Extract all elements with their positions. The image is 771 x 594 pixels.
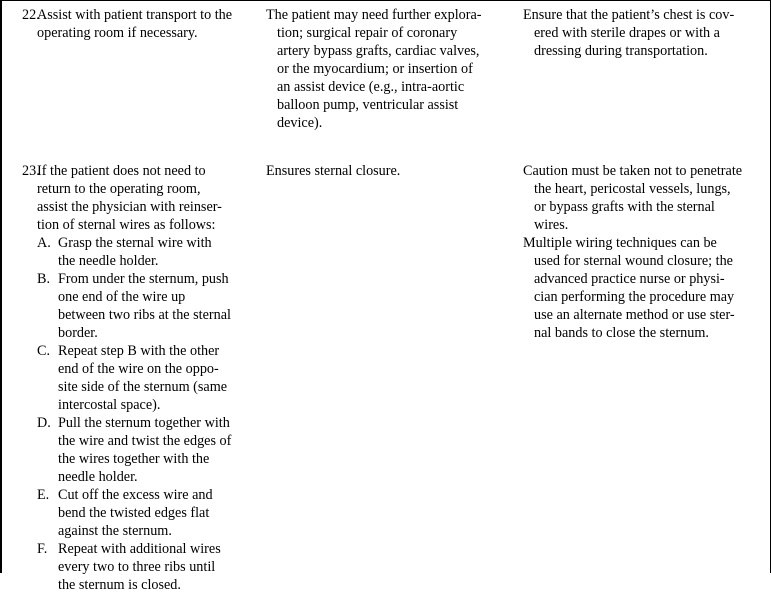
substep-line: between two ribs at the sternal xyxy=(58,307,231,323)
substep-line: the wire and twist the edges of xyxy=(58,433,232,449)
consideration-paragraph xyxy=(523,6,734,60)
substep-line: one end of the wire up xyxy=(58,289,186,305)
action-cell xyxy=(37,6,232,42)
substep-line: against the sternum. xyxy=(58,523,172,539)
substep xyxy=(37,342,231,414)
rationale-line: or the myocardium; or insertion of xyxy=(277,61,473,77)
substep-letter: D. xyxy=(37,415,51,431)
action-line: return to the operating room, xyxy=(37,181,201,197)
substep-line: site side of the sternum (same xyxy=(58,379,228,395)
step-number: 23. xyxy=(22,163,40,179)
substep xyxy=(37,540,231,594)
consideration-line: the heart, pericostal vessels, lungs, xyxy=(534,181,731,197)
consideration-line: cian performing the procedure may xyxy=(534,289,735,305)
action-line: operating room if necessary. xyxy=(37,25,198,41)
consideration-line: advanced practice nurse or physi- xyxy=(534,271,725,287)
rationale-line: The patient may need further explora- xyxy=(266,7,482,23)
substep-line: border. xyxy=(58,325,98,341)
action-line: Assist with patient transport to the xyxy=(37,7,233,23)
rationale-line: artery bypass grafts, cardiac valves, xyxy=(277,43,480,59)
substep-line: bend the twisted edges flat xyxy=(58,505,210,521)
substep-line: intercostal space). xyxy=(58,397,161,413)
substep-letter: E. xyxy=(37,487,50,503)
substep-line: the wires together with the xyxy=(58,451,210,467)
consideration-line: use an alternate method or use ster- xyxy=(534,307,735,323)
rationale-line: Ensures sternal closure. xyxy=(266,163,401,179)
consideration-line: wires. xyxy=(534,217,569,233)
substep-line: From under the sternum, push xyxy=(58,271,229,287)
action-line: If the patient does not need to xyxy=(37,163,206,179)
substep-line: Repeat with additional wires xyxy=(58,541,221,557)
rationale-line: device). xyxy=(277,115,323,131)
substep-line: the sternum is closed. xyxy=(58,577,181,593)
rationale-line: balloon pump, ventricular assist xyxy=(277,97,459,113)
substep-line: Cut off the excess wire and xyxy=(58,487,213,503)
substep xyxy=(37,234,231,270)
rationale-cell xyxy=(266,162,400,180)
consideration-line: nal bands to close the sternum. xyxy=(534,325,709,341)
substep xyxy=(37,414,231,486)
action-cell xyxy=(37,162,231,594)
substep xyxy=(37,486,231,540)
substep-letter: F. xyxy=(37,541,48,557)
consideration-line: Caution must be taken not to penetrate xyxy=(523,163,743,179)
substep-line: Grasp the sternal wire with xyxy=(58,235,212,251)
substep-letter: B. xyxy=(37,271,51,287)
substep-line: Repeat step B with the other xyxy=(58,343,220,359)
consideration-line: used for sternal wound closure; the xyxy=(534,253,733,269)
action-line: assist the physician with reinser- xyxy=(37,199,222,215)
rationale-cell xyxy=(266,6,481,132)
step-number: 22. xyxy=(22,7,40,23)
substep-line: every two to three ribs until xyxy=(58,559,216,575)
action-line: tion of sternal wires as follows: xyxy=(37,217,216,233)
consideration-line: Ensure that the patient’s chest is cov- xyxy=(523,7,735,23)
substep-letter: C. xyxy=(37,343,51,359)
substep-line: Pull the sternum together with xyxy=(58,415,230,431)
substep-line: end of the wire on the oppo- xyxy=(58,361,219,377)
consideration-line: dressing during transportation. xyxy=(534,43,708,59)
rationale-line: an assist device (e.g., intra-aortic xyxy=(277,79,465,95)
considerations-cell xyxy=(523,162,742,342)
substep-line: needle holder. xyxy=(58,469,138,485)
rationale-line: tion; surgical repair of coronary xyxy=(277,25,458,41)
consideration-paragraph xyxy=(523,162,742,234)
consideration-paragraph xyxy=(523,234,742,342)
substep-letter: A. xyxy=(37,235,51,251)
substep xyxy=(37,270,231,342)
consideration-line: or bypass grafts with the sternal xyxy=(534,199,715,215)
considerations-cell xyxy=(523,6,734,60)
consideration-line: ered with sterile drapes or with a xyxy=(534,25,720,41)
substep-line: the needle holder. xyxy=(58,253,159,269)
consideration-line: Multiple wiring techniques can be xyxy=(523,235,717,251)
